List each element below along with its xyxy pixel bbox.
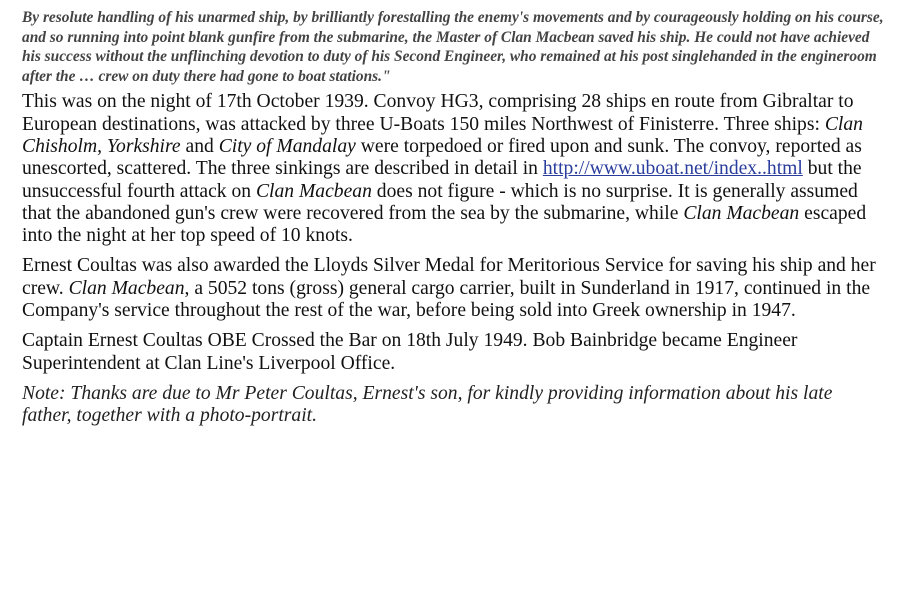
uboat-net-link[interactable]: http://www.uboat.net/index..html [542,158,803,180]
acknowledgement-note: Note: Thanks are due to Mr Peter Coultas, Ernest's son, for kindly providing information about his late father, together with a photo-portrait. [22,382,833,427]
citation-quote: By resolute handling of his unarmed ship, by brilliantly forestalling the enemy's movements and by courageously holding on his course, and so running into point blank gunfire from the submarine, the Master of Clan Macbean saved his ship. He could not have achieved his success without the unflinching devotion to duty of his Second Engineer, who remained at his post singlehanded in the engineroom after the … crew on duty there had gone to boat stations." [22,9,884,85]
paragraph-convoy-attack [22,91,886,247]
ship-name-city-of-mandalay: City of Mandalay [218,135,356,157]
ship-name-clan-macbean: Clan Macbean [68,277,185,299]
text-segment: does not figure - which is no surprise. It is generally assumed that the abandoned gun's crew were recovered from the sea by the submarine, while [22,180,858,224]
text-segment: , a 5052 tons (gross) general cargo carrier, built in Sunderland in 1917, continued in the Company's service throughout the rest of the war, before being sold into Greek ownership in 1947. [22,277,871,322]
text-segment: This was on the night of 17th October 1939. Convoy HG3, comprising 28 ships en route from Gibraltar to European destinations, was attacked by three U-Boats 150 miles Northwest of Finisterre. Three ships: [22,91,854,135]
paragraph-medal-award [22,255,886,322]
text-segment: Ernest Coultas was also awarded the Lloyds Silver Medal for Meritorious Service for saving his ship and her crew. [22,255,876,299]
paragraph-crossed-the-bar: Captain Ernest Coultas OBE Crossed the Bar on 18th July 1949. Bob Bainbridge became Engineer Superintendent at Clan Line's Liverpool Office. [22,330,798,374]
text-segment: and [180,135,219,157]
text-segment: but the unsuccessful fourth attack on [22,158,862,202]
ship-name-clan-macbean: Clan Macbean [683,202,800,224]
ship-names-1: Clan Chisholm, Yorkshire [22,113,863,157]
text-segment: escaped into the night at her top speed of 10 knots. [22,202,867,247]
ship-name-clan-macbean: Clan Macbean [255,180,372,202]
text-segment: were torpedoed or fired upon and sunk. The convoy, reported as unescorted, scattered. The three sinkings are described in detail in [22,135,862,180]
